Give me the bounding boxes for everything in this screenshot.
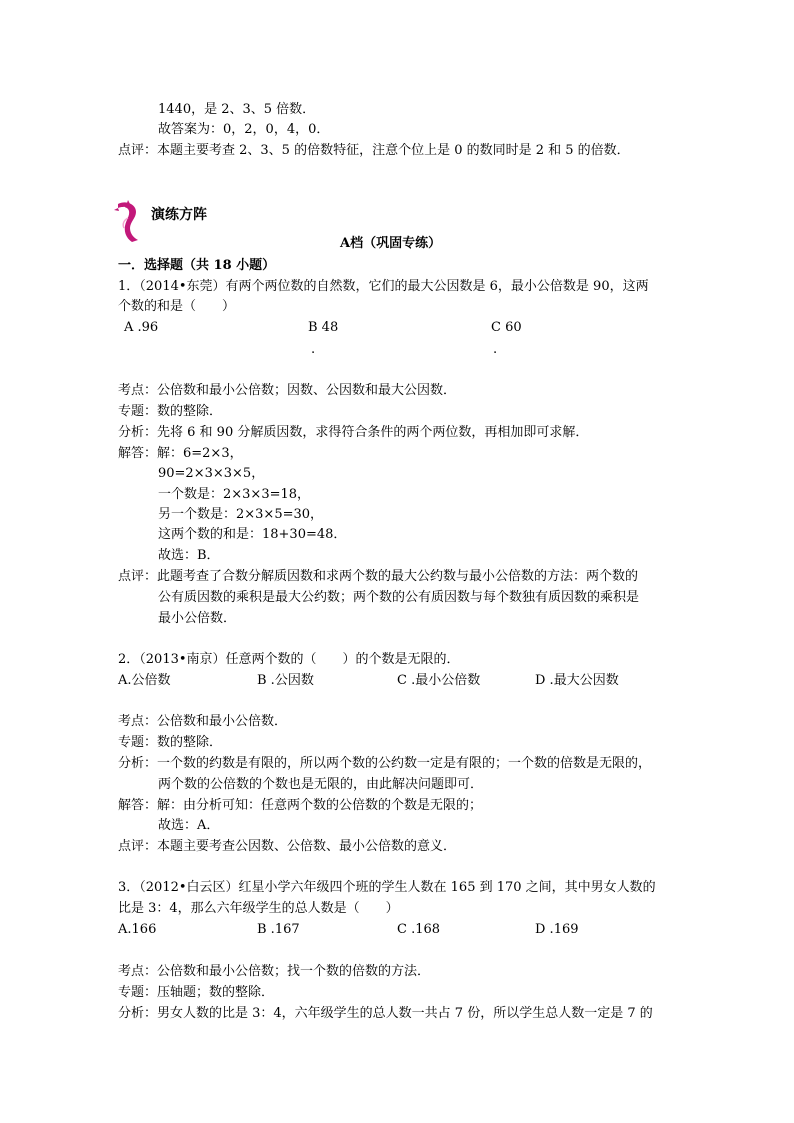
q3-fenxi: 分析：男女人数的比是 3：4，六年级学生的总人数一共占 7 份，所以学生总人数一定是 7 的 [118,1006,653,1021]
q1-jieda-2: 90=2×3×3×5， [158,466,265,481]
q1-zhuanti: 专题：数的整除． [118,404,223,419]
q1-fenxi: 分析：先将 6 和 90 分解质因数，求得符合条件的两个两位数，再相加即可求解． [118,425,589,440]
q2-option-c: C .最小公倍数 [397,673,481,688]
q2-dianping: 点评：本题主要考查公因数、公倍数、最小公倍数的意义． [118,839,457,854]
q1-kaodian: 考点：公倍数和最小公倍数；因数、公因数和最大公因数． [118,383,457,398]
q1-jieda-5: 这两个数的和是：18+30=48． [158,527,347,542]
q3-option-c: C .168 [397,922,441,937]
q1-jieda-3: 一个数是：2×3×3=18， [158,487,311,502]
q3-option-d: D .169 [535,922,579,937]
q2-option-d: D .最大公因数 [535,673,619,688]
q1-dianping-2: 公有质因数的乘积是最大公约数；两个数的公有质因数与每个数独有质因数的乘积是 [158,590,640,605]
q1-option-c: C 60 [491,320,522,335]
q1-dianping-3: 最小公倍数． [158,611,237,626]
section-title: 演练方阵 [151,207,207,223]
intro-line-1: 1440，是 2、3、5 倍数． [158,102,316,117]
q2-jieda-2: 故选：A． [158,818,220,833]
q1-option-c-dot: . [493,342,498,357]
q3-stem-2: 比是 3：4，那么六年级学生的总人数是（ ） [118,901,399,916]
q1-jieda-1: 解答：解：6=2×3， [118,446,243,461]
q2-option-a: A.公倍数 [118,673,171,688]
dolphin-icon [112,198,144,244]
q1-jieda-4: 另一个数是：2×3×5=30， [158,507,324,522]
q2-zhuanti: 专题：数的整除． [118,735,223,750]
q1-jieda-6: 故选：B． [158,548,220,563]
section-heading: 一．选择题（共 18 小题） [118,258,276,273]
q3-option-a: A.166 [118,922,157,937]
q2-jieda-1: 解答：解：由分析可知：任意两个数的公倍数的个数是无限的； [118,798,483,813]
q3-zhuanti: 专题：压轴题；数的整除． [118,985,275,1000]
q1-option-b: B 48 [308,320,339,335]
q1-dianping-1: 点评：此题考查了合数分解质因数和求两个数的最大公约数与最小公倍数的方法：两个数的 [118,569,639,584]
level-title: A档（巩固专练） [340,236,442,251]
q2-fenxi-2: 两个数的公倍数的个数也是无限的，由此解决问题即可． [158,777,484,792]
q3-kaodian: 考点：公倍数和最小公倍数；找一个数的倍数的方法． [118,964,431,979]
q2-stem: 2．（2013•南京）任意两个数的（ ）的个数是无限的． [118,652,460,667]
q1-option-b-dot: . [311,342,316,357]
q3-stem-1: 3．（2012•白云区）红星小学六年级四个班的学生人数在 165 到 170 之间，其中男女人数的 [118,880,656,895]
q1-option-a: A .96 [124,320,159,335]
intro-line-2: 故答案为：0，2，0，4，0． [158,122,330,137]
intro-comment: 点评：本题主要考查 2、3、5 的倍数特征，注意个位上是 0 的数同时是 2 和 5 的倍数． [118,143,630,158]
q3-option-b: B .167 [257,922,300,937]
q2-option-b: B .公因数 [257,673,314,688]
q1-stem-2: 个数的和是（ ） [118,299,236,314]
q2-fenxi-1: 分析：一个数的约数是有限的，所以两个数的公约数一定是有限的；一个数的倍数是无限的， [118,756,652,771]
q2-kaodian: 考点：公倍数和最小公倍数． [118,714,288,729]
q1-stem-1: 1．（2014•东莞）有两个两位数的自然数，它们的最大公因数是 6，最小公倍数是 90，这两 [118,279,649,294]
